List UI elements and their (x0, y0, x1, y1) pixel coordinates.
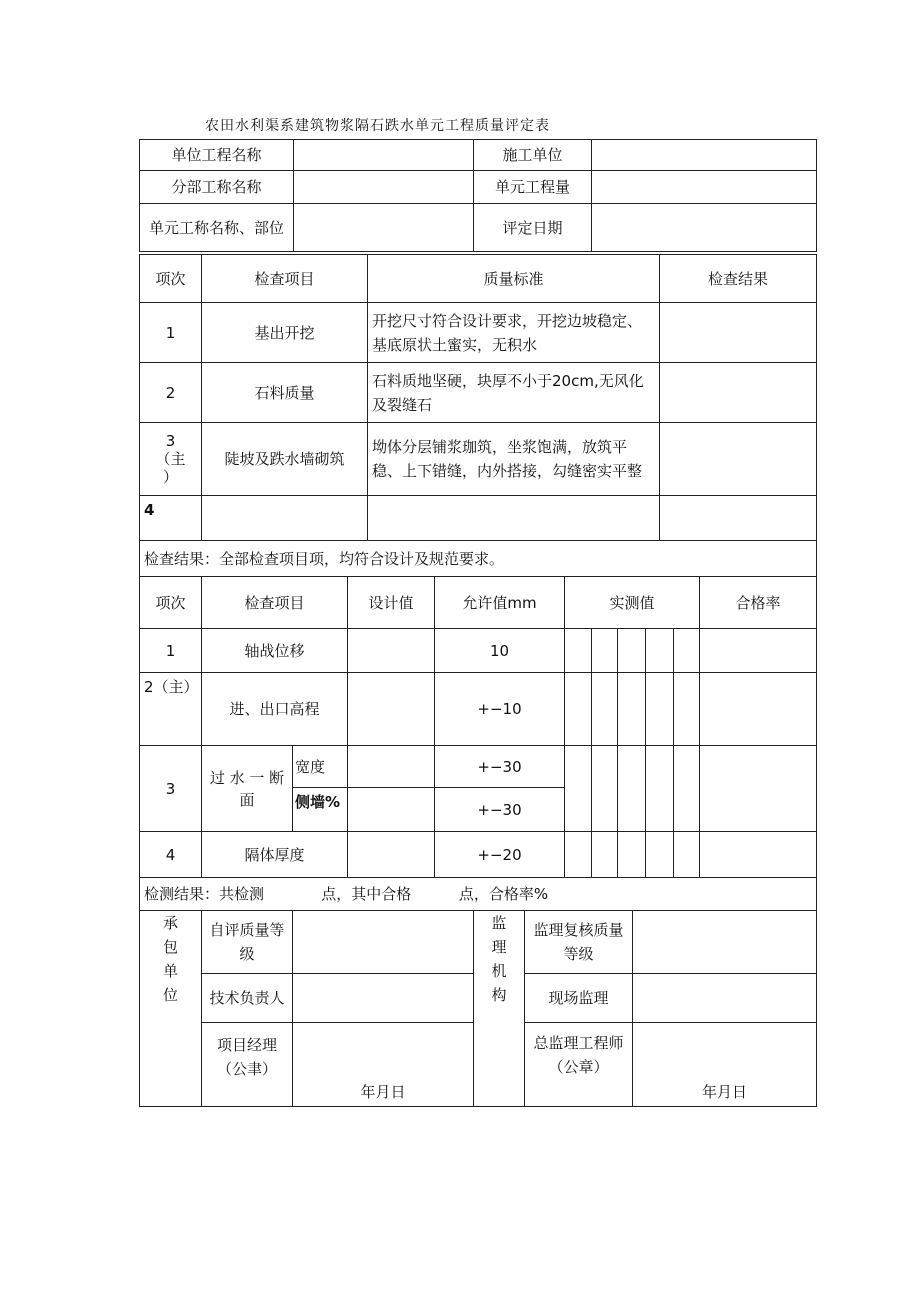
meas-cell[interactable] (592, 746, 618, 832)
meas-row-allow: +−10 (435, 673, 565, 746)
insp-row-result[interactable] (660, 496, 817, 541)
signoff-table (139, 910, 817, 1107)
table-row (140, 746, 817, 788)
meas-col-item: 检查项目 (202, 577, 348, 629)
tech-lead-label: 技术负责人 (202, 974, 293, 1023)
meas-cell[interactable] (565, 673, 592, 746)
unit-quantity-label: 单元工程量 (474, 171, 592, 204)
meas-col-rate: 合格率 (700, 577, 817, 629)
meas-row-allow: +−30 (435, 746, 565, 788)
meas-row-rate[interactable] (700, 746, 817, 832)
insp-row-standard[interactable] (368, 496, 660, 541)
measurement-conclusion: 检测结果：共检测 点，其中合格 点，合格率% (140, 878, 817, 911)
element-name-label: 单元工称名称、部位 (140, 204, 294, 252)
table-row (140, 303, 817, 363)
element-name-value[interactable] (294, 204, 474, 252)
insp-row-standard: 坳体分层铺浆珈筑，坐浆饱满，放筑平稳、上下错缝，内外搭接，勾缝密实平整 (368, 423, 660, 496)
supervisor-char: 机 (491, 962, 507, 980)
supervisor-label (474, 911, 525, 1107)
insp-row-no: 2 (140, 363, 202, 423)
meas-row-rate[interactable] (700, 673, 817, 746)
table-row (140, 629, 817, 673)
meas-cell[interactable] (565, 832, 592, 878)
meas-cell[interactable] (646, 673, 674, 746)
meas-cell[interactable] (646, 832, 674, 878)
meas-cell[interactable] (674, 832, 700, 878)
meas-cell[interactable] (618, 673, 646, 746)
insp-row-result[interactable] (660, 363, 817, 423)
meas-row-no: 4 (140, 832, 202, 878)
meas-cell[interactable] (565, 629, 592, 673)
sub-project-label: 分部工称名称 (140, 171, 294, 204)
supervisor-char: 监 (491, 914, 507, 932)
meas-col-no: 项次 (140, 577, 202, 629)
meas-cell[interactable] (674, 629, 700, 673)
insp-row-standard: 开挖尺寸符合设计要求，开挖边坡稳定、基底原状土蜜实，无积水 (368, 303, 660, 363)
insp-row-no: 1 (140, 303, 202, 363)
meas-col-design: 设计值 (348, 577, 435, 629)
meas-cell[interactable] (592, 629, 618, 673)
measurement-table (139, 576, 817, 911)
meas-row-no: 2（主） (140, 673, 202, 746)
meas-row-design[interactable] (348, 673, 435, 746)
meas-cell[interactable] (674, 673, 700, 746)
contractor-label (140, 911, 202, 1107)
insp-row-no: 4 (140, 496, 202, 541)
site-supervisor-value[interactable] (633, 974, 817, 1023)
self-grade-label: 自评质量等级 (202, 911, 293, 974)
meas-row-design[interactable] (348, 832, 435, 878)
insp-row-item[interactable] (202, 496, 368, 541)
inspection-conclusion: 检查结果：全部检查项目项，均符合设计及规范要求。 (140, 541, 817, 577)
supervisor-char: 理 (491, 938, 507, 956)
meas-cell[interactable] (592, 832, 618, 878)
tech-lead-value[interactable] (293, 974, 474, 1023)
insp-row-item: 陡坡及跌水墙砌筑 (202, 423, 368, 496)
insp-col-standard: 质量标准 (368, 255, 660, 303)
meas-row-design[interactable] (348, 746, 435, 788)
meas-row-item: 轴战位移 (202, 629, 348, 673)
unit-project-label: 单位工程名称 (140, 140, 294, 171)
meas-cell[interactable] (646, 629, 674, 673)
contractor-char: 包 (162, 938, 178, 956)
unit-quantity-value[interactable] (592, 171, 817, 204)
meas-col-actual: 实测值 (565, 577, 700, 629)
insp-col-item: 检查项目 (202, 255, 368, 303)
form-title: 农田水利渠系建筑物浆隔石跌水单元工程质量评定表 (205, 118, 550, 134)
insp-row-result[interactable] (660, 303, 817, 363)
table-row (140, 496, 817, 541)
meas-row-design[interactable] (348, 788, 435, 832)
date-right: 年月日 (633, 1023, 817, 1107)
meas-cell[interactable] (565, 746, 592, 832)
eval-date-value[interactable] (592, 204, 817, 252)
self-grade-value[interactable] (293, 911, 474, 974)
meas-cell[interactable] (674, 746, 700, 832)
meas-cell[interactable] (592, 673, 618, 746)
table-row (140, 832, 817, 878)
meas-row-allow: +−20 (435, 832, 565, 878)
meas-cell[interactable] (646, 746, 674, 832)
meas-row-allow: +−30 (435, 788, 565, 832)
meas-cell[interactable] (618, 629, 646, 673)
table-row (140, 673, 817, 746)
insp-row-standard: 石料质地坚硬，块厚不小于20cm,无风化及裂缝石 (368, 363, 660, 423)
meas-row-rate[interactable] (700, 832, 817, 878)
header-table (139, 139, 817, 252)
insp-row-item: 石料质量 (202, 363, 368, 423)
contractor-char: 单 (162, 962, 178, 980)
contractor-char: 承 (162, 914, 178, 932)
meas-row-design[interactable] (348, 629, 435, 673)
meas-row-no: 1 (140, 629, 202, 673)
insp-col-no: 项次 (140, 255, 202, 303)
contractor-char: 位 (162, 986, 178, 1004)
chief-label: 总监理工程师（公章） (525, 1023, 633, 1107)
review-grade-value[interactable] (633, 911, 817, 974)
meas-row-allow: 10 (435, 629, 565, 673)
table-row (140, 363, 817, 423)
review-grade-label: 监理复核质量等级 (525, 911, 633, 974)
meas-row-rate[interactable] (700, 629, 817, 673)
sub-project-value[interactable] (294, 171, 474, 204)
meas-row-no: 3 (140, 746, 202, 832)
table-row (140, 423, 817, 496)
inspection-table (139, 254, 817, 577)
construction-unit-value[interactable] (592, 140, 817, 171)
construction-unit-label: 施工单位 (474, 140, 592, 171)
insp-row-result[interactable] (660, 423, 817, 496)
date-left: 年月日 (293, 1023, 474, 1107)
meas-row-item: 隔体厚度 (202, 832, 348, 878)
meas-cell[interactable] (618, 746, 646, 832)
unit-project-value[interactable] (294, 140, 474, 171)
meas-sub-width: 宽度 (293, 746, 348, 788)
supervisor-char: 构 (491, 986, 507, 1004)
insp-row-item: 基出开挖 (202, 303, 368, 363)
pm-label: 项目经理（公聿） (202, 1023, 293, 1107)
meas-sub-wall: 侧墙% (293, 788, 348, 832)
meas-col-allow: 允许值mm (435, 577, 565, 629)
eval-date-label: 评定日期 (474, 204, 592, 252)
meas-cell[interactable] (618, 832, 646, 878)
meas-row-item: 过 水 一 断面 (202, 746, 293, 832)
insp-row-no: 3 （主 ） (140, 423, 202, 496)
insp-col-result: 检查结果 (660, 255, 817, 303)
site-supervisor-label: 现场监理 (525, 974, 633, 1023)
meas-row-item: 进、出口高程 (202, 673, 348, 746)
